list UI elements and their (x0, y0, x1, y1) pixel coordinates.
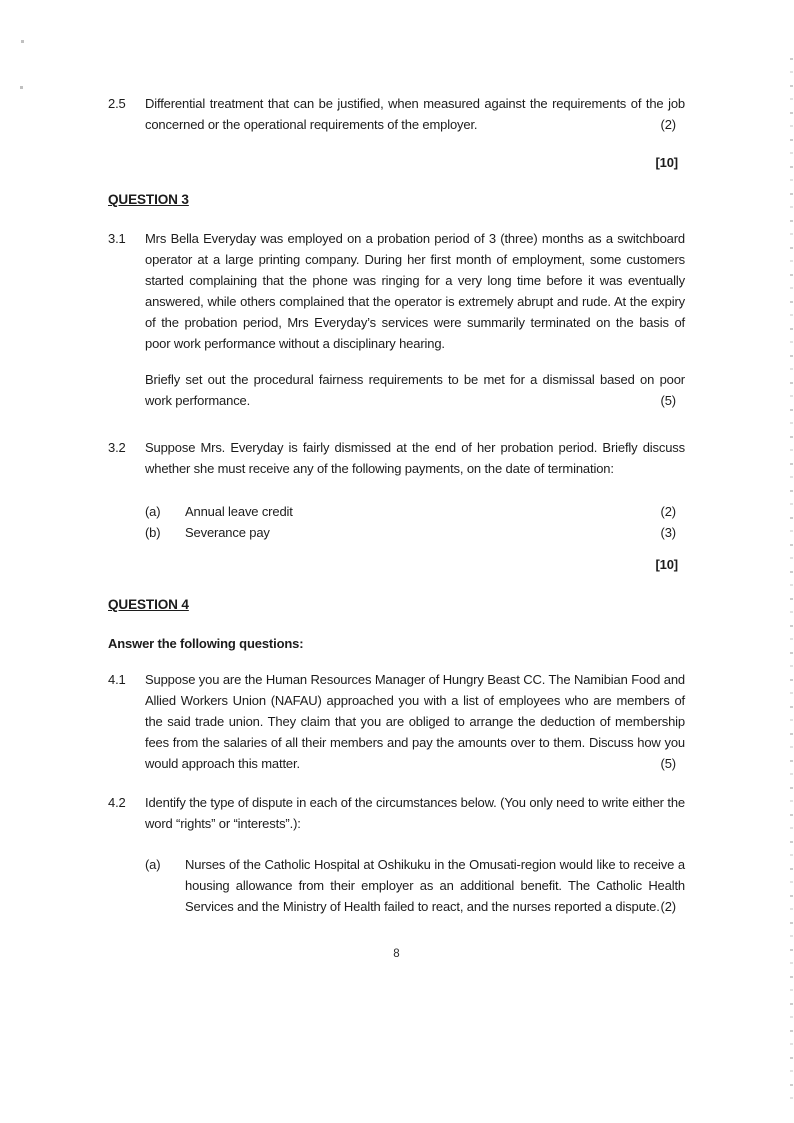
item-body-3-2: Suppose Mrs. Everyday is fairly dismissed at the end of her probation period. Briefly discuss whether she must receive any of the following payments, on the date of termination: (145, 440, 685, 476)
mark-allocation-3-2a: (2) (660, 504, 676, 519)
sub-item-b-label: (b) (145, 525, 161, 540)
item-body-3-1-task: Briefly set out the procedural fairness requirements to be met for a dismissal based on poor work performance. (145, 372, 685, 408)
item-body-4-2: Identify the type of dispute in each of the circumstances below. (You only need to write either the word “rights” or “interests”.): (145, 795, 685, 831)
item-number-spacer (108, 854, 145, 917)
question-4-intro: Answer the following questions: (108, 636, 304, 651)
scan-speck (21, 40, 24, 43)
sub-item-4-2a-text: Nurses of the Catholic Hospital at Oshikuku in the Omusati-region would like to receive a housing allowance from their employer as an additional benefit. The Catholic Health Services and the Ministry of Health failed to react, and the nurses reported a dispute. (185, 857, 685, 914)
question-3-heading-row (108, 189, 685, 210)
question-item-4-2 (108, 792, 685, 834)
item-text-3-2 (145, 437, 685, 479)
mark-allocation-2-5: (2) (660, 117, 676, 132)
item-number-4-2: 4.2 (108, 795, 126, 810)
item-body-3-1: Mrs Bella Everyday was employed on a probation period of 3 (three) months as a switchboard operator at a large printing company. During her first month of employment, some customers started complaining that the phone was ringing for a very long time before it was eventually answered, while others complained that the operator is extremely abrupt and rude. At the expiry of the probation period, Mrs Everyday’s services were summarily terminated on the basis of poor work performance without a disciplinary hearing. (145, 231, 685, 351)
item-body-2-5: Differential treatment that can be justified, when measured against the requirements of the job concerned or the operational requirements of the employer. (145, 96, 685, 132)
question-item-4-1 (108, 669, 685, 774)
scan-edge-artifacts (790, 58, 793, 1105)
item-text-3-1 (145, 228, 685, 354)
item-number-3-2: 3.2 (108, 440, 126, 455)
item-number-2-5: 2.5 (108, 96, 126, 111)
mark-allocation-3-1: (5) (660, 393, 676, 408)
mark-allocation-4-2a: (2) (660, 899, 676, 914)
question-2-total-marks: [10] (655, 155, 678, 170)
item-text-4-1 (145, 669, 685, 774)
item-number-spacer (108, 501, 145, 543)
question-4-heading: QUESTION 4 (108, 597, 189, 612)
item-text-4-2 (145, 792, 685, 834)
question-item-2-5 (108, 93, 685, 135)
sub-item-a-text: Annual leave credit (185, 504, 293, 519)
scan-speck (20, 86, 23, 89)
question-item-3-1-task (108, 369, 685, 411)
item-number-spacer (108, 369, 145, 411)
question-3-total-marks: [10] (655, 557, 678, 572)
question-4-heading-row (108, 594, 685, 615)
sub-item-b (145, 522, 685, 543)
question-item-4-2a (108, 854, 685, 917)
sub-item-a (145, 501, 685, 522)
mark-allocation-4-1: (5) (660, 756, 676, 771)
item-text-3-1-task (145, 369, 685, 411)
question-item-3-2 (108, 437, 685, 479)
sub-list-column (145, 501, 685, 543)
question-3-heading: QUESTION 3 (108, 192, 189, 207)
item-body-4-1: Suppose you are the Human Resources Manager of Hungry Beast CC. The Namibian Food and Allied Workers Union (NAFAU) approached you with a list of employees who are members of the said trade union. They claim that you are obliged to arrange the deduction of membership fees from the salaries of all their members and pay the amounts over to them. Discuss how you would approach this matter. (145, 672, 685, 771)
sub-item-4-2a-label: (a) (145, 857, 161, 872)
item-number-3-1: 3.1 (108, 231, 126, 246)
page-number: 8 (393, 948, 400, 960)
item-text-2-5 (145, 93, 685, 135)
sub-item-b-text: Severance pay (185, 525, 270, 540)
question-3-2-sub-list (108, 501, 685, 543)
item-number-4-1: 4.1 (108, 672, 126, 687)
sub-item-4-2a-paragraph (185, 854, 685, 917)
sub-item-4-2a (145, 854, 685, 917)
mark-allocation-3-2b: (3) (660, 525, 676, 540)
question-item-3-1 (108, 228, 685, 354)
sub-item-a-label: (a) (145, 504, 161, 519)
